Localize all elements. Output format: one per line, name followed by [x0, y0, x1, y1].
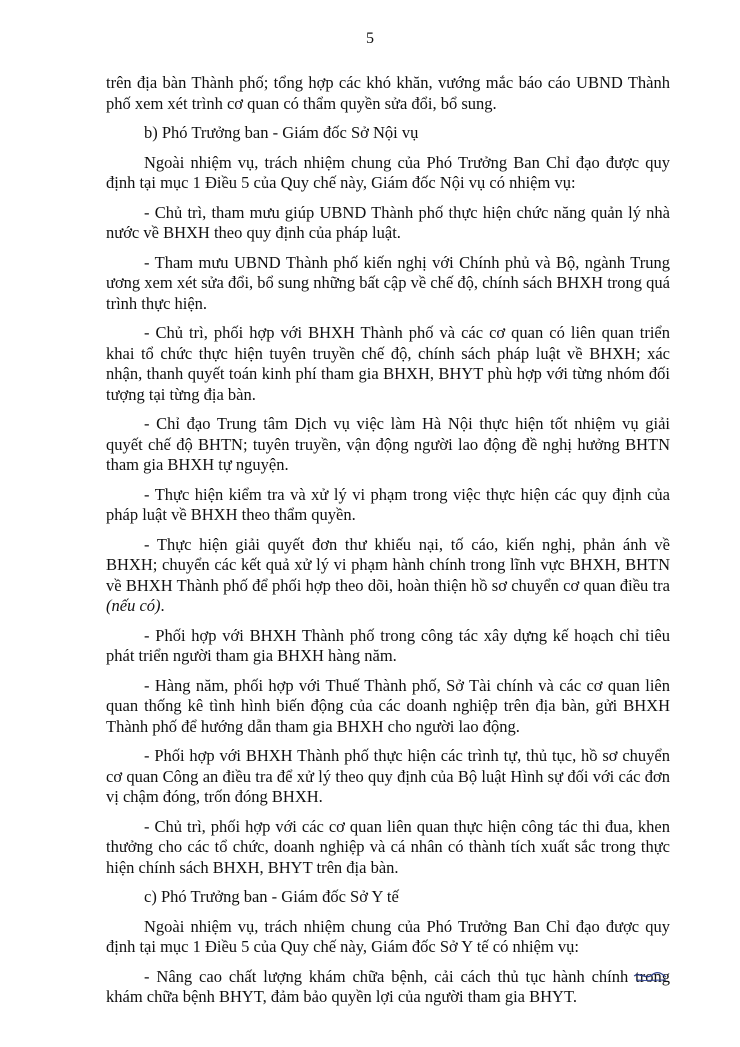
- section-heading-b: b) Phó Trưởng ban - Giám đốc Sở Nội vụ: [144, 123, 419, 142]
- paragraph-continuation: trên địa bàn Thành phố; tổng hợp các khó khăn, vướng mắc báo cáo UBND Thành phố xem xét trình cơ quan có thẩm quyền sửa đổi, bổ sung.: [106, 73, 670, 113]
- note-suffix: .: [160, 596, 165, 615]
- paragraph-duty-3: - Chủ trì, phối hợp với BHXH Thành phố và các cơ quan có liên quan triển khai tổ chức thực hiện tuyên truyền chế độ, chính sách pháp luật về BHXH; xác nhận, thanh quyết toán kinh phí tham gia BHXH, BHYT phù hợp với từng nhóm đối tượng tại từng địa bàn.: [106, 323, 670, 404]
- paragraph-duty-10: - Chủ trì, phối hợp với các cơ quan liên quan thực hiện công tác thi đua, khen thưởng cho các tổ chức, doanh nghiệp và cá nhân có thành tích xuất sắc trong thực hiện chính sách BHXH, BHYT trên địa bàn.: [106, 816, 670, 877]
- paragraph-duty-5: - Thực hiện kiểm tra và xử lý vi phạm trong việc thực hiện các quy định của pháp luật về BHXH theo thẩm quyền.: [106, 484, 670, 524]
- paragraph-intro-y-te: Ngoài nhiệm vụ, trách nhiệm chung của Phó Trưởng Ban Chỉ đạo được quy định tại mục 1 Điều 5 của Quy chế này, Giám đốc Sở Y tế có nhiệm vụ:: [106, 916, 670, 956]
- document-body: [106, 73, 670, 1017]
- paragraph-intro-noi-vu: Ngoài nhiệm vụ, trách nhiệm chung của Phó Trưởng Ban Chỉ đạo được quy định tại mục 1 Điều 5 của Quy chế này, Giám đốc Nội vụ có nhiệm vụ:: [106, 152, 670, 192]
- paragraph-duty-4: - Chỉ đạo Trung tâm Dịch vụ việc làm Hà Nội thực hiện tốt nhiệm vụ giải quyết chế độ BHTN; tuyên truyền, vận động người lao động đề nghị hưởng BHTN tham gia BHXH tự nguyện.: [106, 414, 670, 474]
- paragraph-duty-9: - Phối hợp với BHXH Thành phố thực hiện các trình tự, thủ tục, hồ sơ chuyển cơ quan Công an điều tra để xử lý theo quy định của Bộ luật Hình sự đối với các đơn vị chậm đóng, trốn đóng BHXH.: [106, 746, 670, 806]
- paragraph-duty-2: - Tham mưu UBND Thành phố kiến nghị với Chính phủ và Bộ, ngành Trung ương xem xét sửa đổi, bổ sung những bất cập về chế độ, chính sách BHXH trong quá trình thực hiện.: [106, 252, 670, 313]
- paragraph-health-duty-1: - Nâng cao chất lượng khám chữa bệnh, cải cách thủ tục hành chính trong khám chữa bệnh BHYT, đảm bảo quyền lợi của người tham gia BHYT.: [106, 966, 670, 1006]
- section-heading-c: c) Phó Trưởng ban - Giám đốc Sở Y tế: [144, 887, 399, 906]
- paragraph-duty-6: [106, 535, 670, 617]
- paragraph-duty-7: - Phối hợp với BHXH Thành phố trong công tác xây dựng kế hoạch chỉ tiêu phát triển người tham gia BHXH hàng năm.: [106, 625, 670, 665]
- paragraph-duty-8: - Hàng năm, phối hợp với Thuế Thành phố, Sở Tài chính và các cơ quan liên quan thống kê tình hình biến động của các doanh nghiệp trên địa bàn, gửi BHXH Thành phố để hướng dẫn tham gia BHXH cho người lao động.: [106, 675, 670, 736]
- page-number: 5: [366, 30, 374, 47]
- paragraph-duty-1: - Chủ trì, tham mưu giúp UBND Thành phố thực hiện chức năng quản lý nhà nước về BHXH theo quy định của pháp luật.: [106, 202, 670, 242]
- initial-signature-mark: [630, 968, 670, 988]
- italic-note: (nếu có): [106, 596, 161, 615]
- paragraph-duty-6-text: - Thực hiện giải quyết đơn thư khiếu nại, tố cáo, kiến nghị, phản ánh về BHXH; chuyển các kết quả xử lý vi phạm hành chính trong lĩnh vực BHXH, BHTN về BHXH Thành phố để phối hợp theo dõi, hoàn thiện hồ sơ chuyển cơ quan điều tra: [106, 534, 670, 595]
